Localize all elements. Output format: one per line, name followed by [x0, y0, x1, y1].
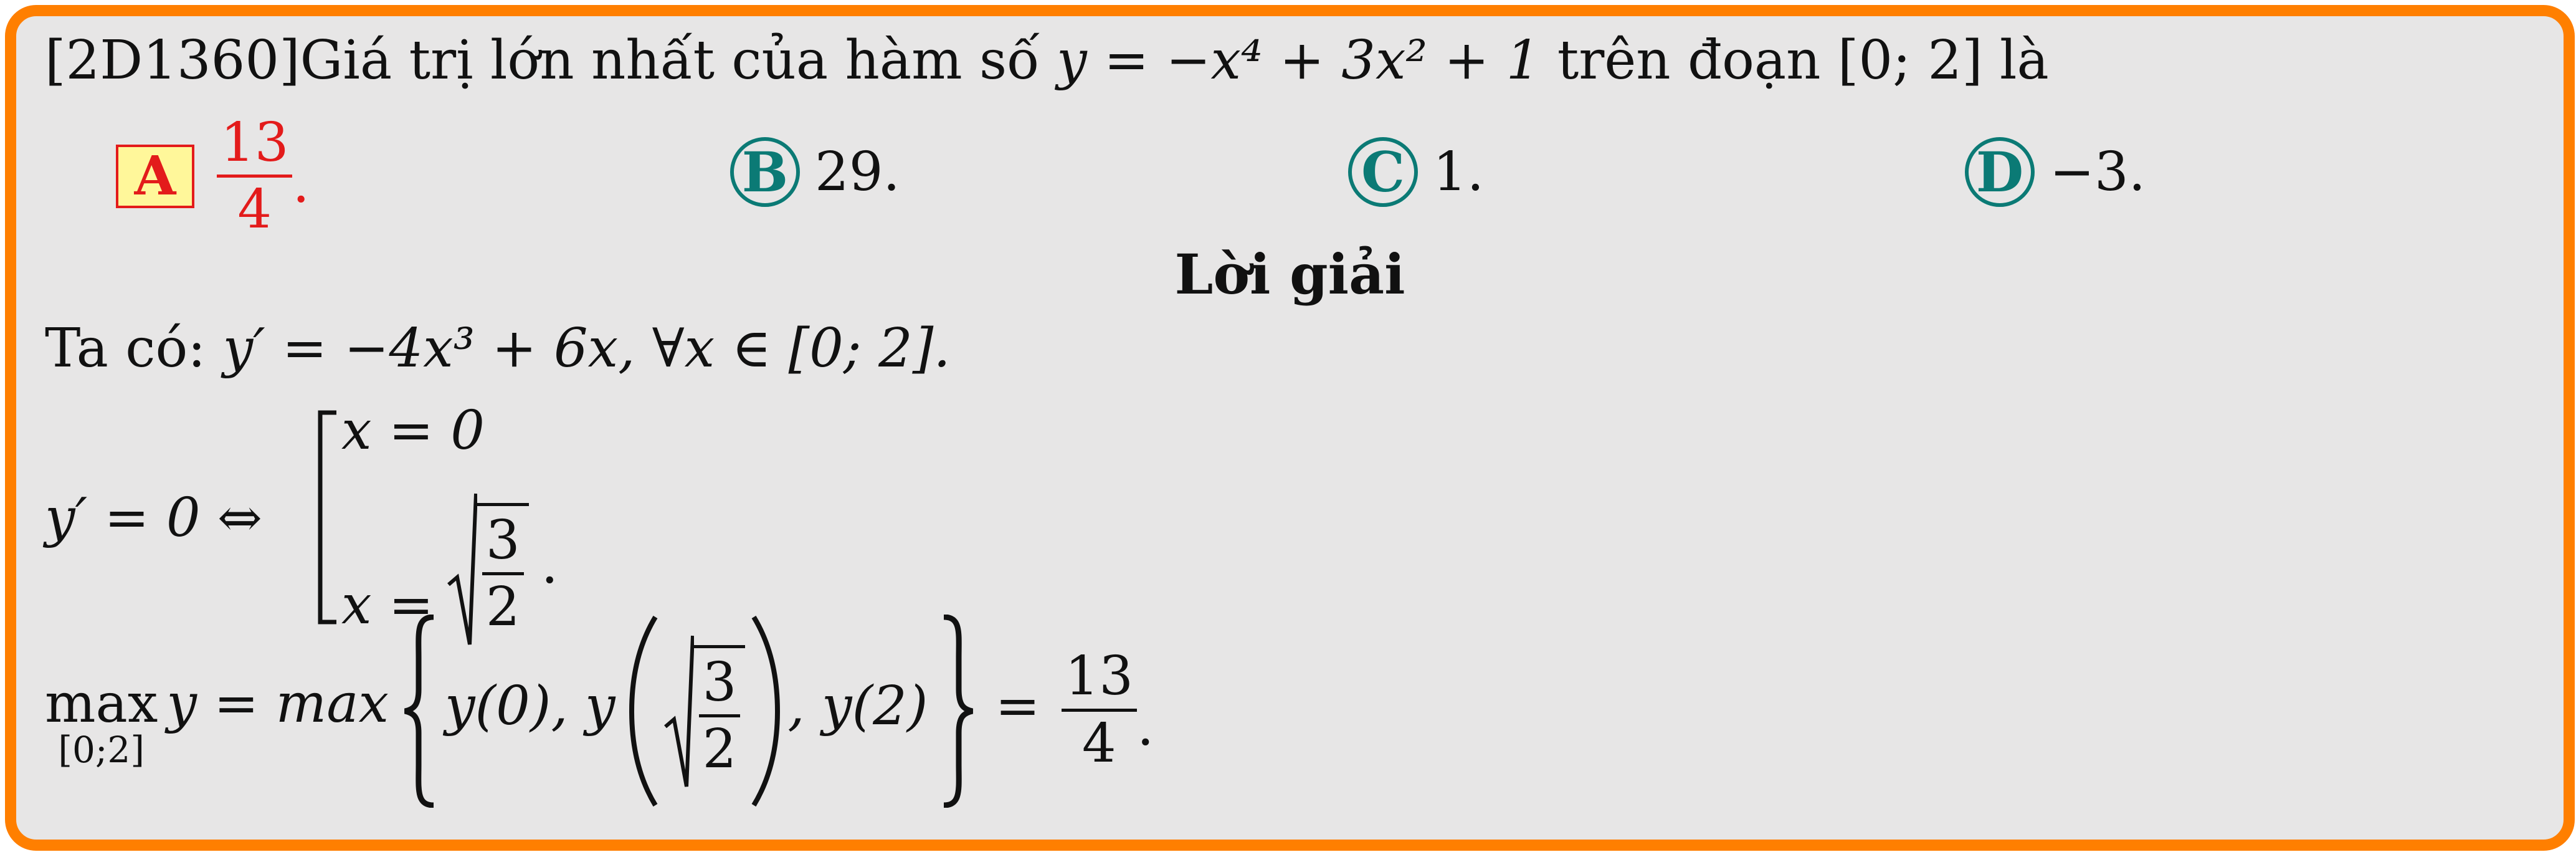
left-paren [628, 615, 659, 808]
option-a-fraction [217, 112, 292, 241]
line3-end: . [1136, 696, 1154, 758]
line1-prefix: Ta có: [45, 317, 206, 380]
fraction-bar [1062, 709, 1137, 712]
line3-equals: = [995, 675, 1040, 737]
option-b-value: 29. [815, 141, 900, 203]
result-num: 13 [1065, 645, 1133, 708]
solution-line-1 [45, 317, 951, 380]
sqrt-3-over-2 [447, 491, 529, 647]
option-a-numerator: 13 [221, 112, 289, 174]
case-1: x = 0 [341, 400, 485, 462]
radical-sign [664, 633, 694, 789]
inner-sqrt-fraction [699, 651, 741, 780]
line3-y-max: y = max [166, 673, 389, 735]
question-suffix: trên đoạn [0; 2] là [1557, 29, 2049, 92]
fraction-bar [482, 572, 524, 575]
option-b[interactable] [730, 137, 900, 207]
max-subscript: [0;2] [58, 729, 145, 772]
inner-sqrt [664, 633, 746, 789]
question-line [45, 29, 2049, 92]
solution-title: Lời giải [1174, 242, 1405, 307]
fraction-bar [699, 714, 741, 717]
option-d[interactable] [1965, 137, 2146, 207]
option-a-dot: . [292, 152, 310, 215]
case-2-lhs: x = [341, 574, 434, 636]
max-text: max [45, 673, 158, 735]
option-a[interactable] [116, 112, 310, 241]
inner-den: 2 [702, 718, 737, 780]
case2-num: 3 [485, 509, 520, 572]
question-prompt: Giá trị lớn nhất của hàm số [300, 29, 1040, 92]
inner-num: 3 [702, 651, 737, 714]
option-b-label: B [730, 137, 800, 207]
option-c-value: 1. [1433, 141, 1485, 203]
question-formula: y = −x⁴ + 3x² + 1 [1057, 29, 1541, 92]
question-code: [2D1360] [45, 29, 300, 92]
fraction-bar [217, 175, 292, 178]
line2-lhs: y′ = 0 ⇔ [45, 487, 262, 549]
option-c-label: C [1348, 137, 1418, 207]
sqrt-fraction [482, 509, 524, 638]
max-operator [45, 673, 158, 772]
option-d-label: D [1965, 137, 2035, 207]
option-a-denominator: 4 [237, 178, 272, 241]
result-fraction [1062, 645, 1137, 775]
line3-items-a: y(0), y [444, 675, 615, 737]
case2-den: 2 [485, 576, 520, 638]
option-a-label: A [116, 145, 194, 208]
radical-sign [447, 491, 477, 647]
question-card [5, 5, 2575, 851]
right-brace [939, 615, 976, 808]
line1-math: y′ = −4x³ + 6x, ∀x ∈ [0; 2]. [222, 317, 951, 380]
line3-items-b: , y(2) [787, 675, 928, 737]
option-d-value: −3. [2050, 141, 2146, 203]
case-2 [341, 489, 558, 647]
case-2-end: . [541, 534, 558, 596]
solution-line-3 [45, 639, 1154, 808]
left-brace [401, 615, 439, 808]
result-den: 4 [1081, 712, 1116, 775]
option-c[interactable] [1348, 137, 1484, 207]
right-paren [750, 615, 781, 808]
case-bracket [315, 410, 340, 625]
